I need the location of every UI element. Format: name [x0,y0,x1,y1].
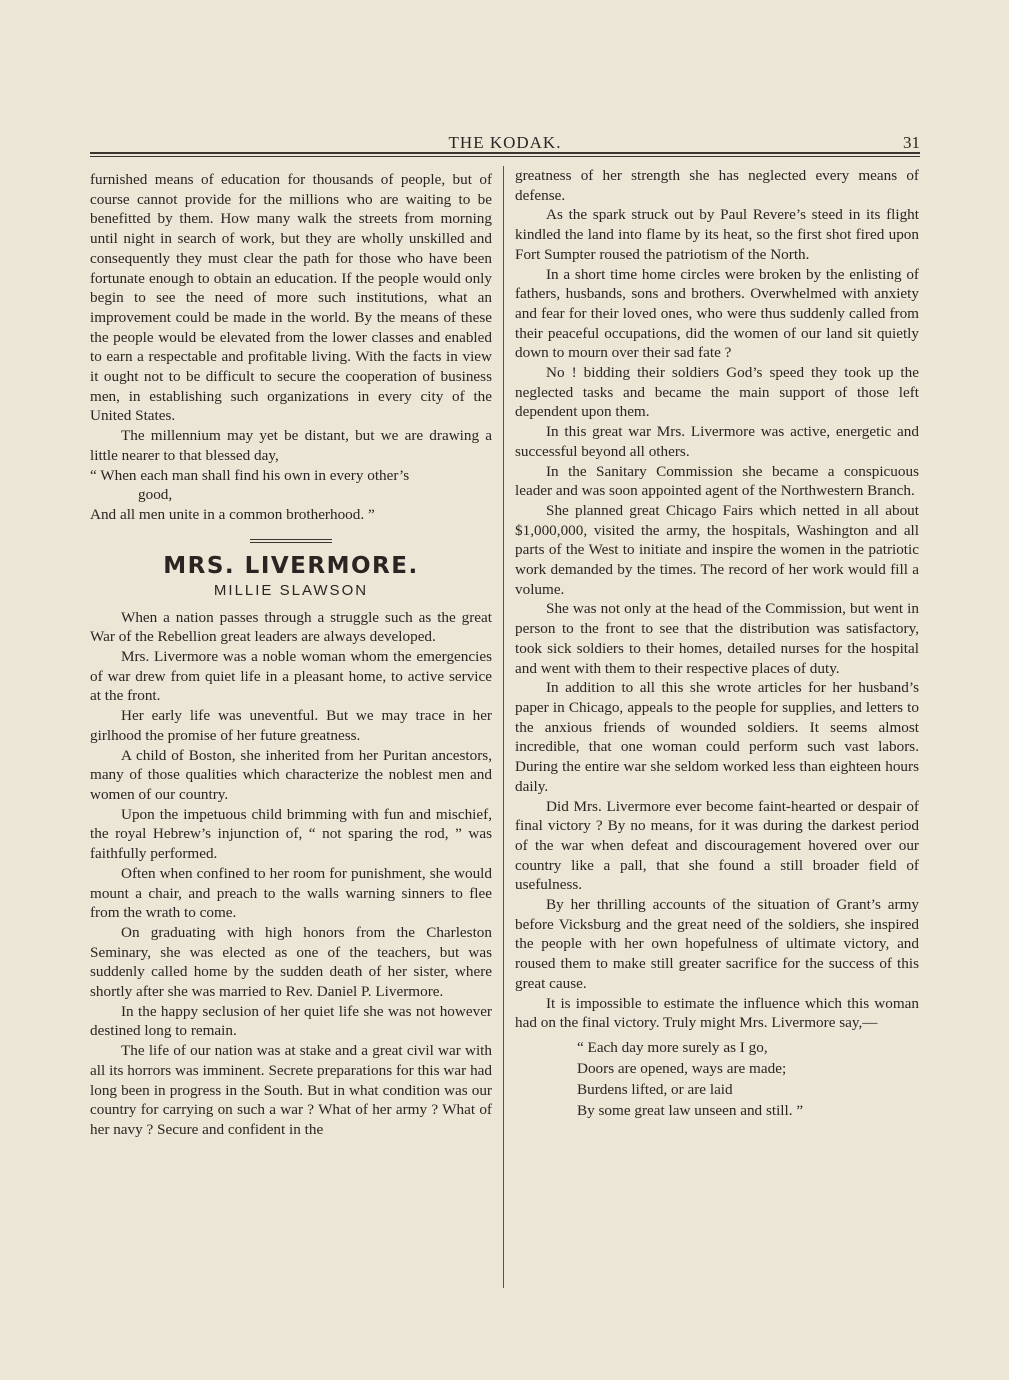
paragraph: A child of Boston, she inherited from her Puritan ancestors, many of those qualities which characterize the noblest men and women of our country. [90,746,492,803]
paragraph: In the Sanitary Commission she became a conspicuous leader and was soon appointed agent of the Northwestern Branch. [515,462,919,500]
author-byline: MILLIE SLAWSON [213,581,369,599]
poem-line: Burdens lifted, or are laid [577,1080,733,1098]
section-divider [250,539,332,543]
paragraph: furnished means of education for thousands of people, but of course cannot provide for the millions who are waiting to be benefitted by them. How many walk the streets from morning until night in search of work, but they are wholly unskilled and consequently they must clear the path for those who have been fortunate enough to obtain an education. If the people would only begin to see the need of more such institutions, what an improvement could be made in the world. By the means of these the people would be elevated from the lower classes and enabled to earn a respectable and profitable living. With the facts in view it ought not to be difficult to secure the cooperation of business men, in establishing such organizations in every city of the United States. [90,171,492,425]
publication-title: THE KODAK. [448,133,562,152]
header-rule [90,152,920,154]
right-column [515,166,919,1121]
poem-line: By some great law unseen and still. ” [577,1101,804,1119]
article-title: MRS. LIVERMORE. [163,552,419,579]
paragraph: She planned great Chicago Fairs which netted in all about $1,000,000, visited the army, the hospitals, Washington and all parts of the West to initiate and inspire the women in the patriotic work demanded by the times. The record of her work would fill a volume. [515,501,919,598]
paragraph: It is impossible to estimate the influence which this woman had on the final victory. Truly might Mrs. Livermore say,— [515,994,919,1032]
paragraph: Her early life was uneventful. But we may trace in her girlhood the promise of her future greatness. [90,707,492,744]
poem-line: Doors are opened, ways are made; [577,1059,787,1077]
quote-line: “ When each man shall find his own in every other’s [90,466,410,484]
paragraph: In a short time home circles were broken by the enlisting of fathers, husbands, sons and brothers. Overwhelmed with anxiety and fear for their loved ones, who were thus suddenly called from their peaceful occupations, did the women of our land sit quietly down to mourn over their sad fate ? [515,265,919,362]
paragraph: By her thrilling accounts of the situation of Grant’s army before Vicksburg and the great need of the soldiers, she inspired the people with her own hopefulness of ultimate victory, and roused them to make still greater sacrifice for the success of this great cause. [515,896,919,992]
paragraph: As the spark struck out by Paul Revere’s steed in its flight kindled the land into flame by its heat, so the first shot fired upon Fort Sumpter roused the patriotism of the North. [515,206,919,263]
paragraph: Mrs. Livermore was a noble woman whom the emergencies of war drew from quiet life in a pleasant home, to active service at the front. [90,648,492,705]
paragraph: She was not only at the head of the Commission, but went in person to the front to see that the distribution was satisfactory, took sick soldiers to their homes, detailed nurses for the hospital and went with them to their respective places of duty. [515,600,919,677]
paragraph: Upon the impetuous child brimming with fun and mischief, the royal Hebrew’s injunction of, “ not sparing the rod, ” was faithfully performed. [90,805,492,863]
paragraph: Did Mrs. Livermore ever become faint-hearted or despair of final victory ? By no means, for it was during the darkest period of the war when defeat and discouragement hovered over our country like a pall, that she found a still broader field of usefulness. [515,797,919,894]
running-header [90,131,920,153]
poem [515,1037,919,1121]
paragraph: No ! bidding their soldiers God’s speed they took up the neglected tasks and became the main support of those left dependent upon them. [515,364,919,421]
paragraph: greatness of her strength she has neglected every means of defense. [515,167,919,204]
poem-line: “ Each day more surely as I go, [577,1038,768,1056]
paragraph: In the happy seclusion of her quiet life she was not however destined long to remain. [90,1002,492,1040]
paragraph: In addition to all this she wrote articles for her husband’s paper in Chicago, appeals to the people for supplies, and letters to the anxious friends of wounded soldiers. It seems almost incredible, that one woman could perform such vast labors. During the entire war she seldom worked less than eighteen hours daily. [515,679,919,795]
page-number: 31 [903,133,920,152]
quote-line: good, [138,486,173,504]
paragraph: The life of our nation was at stake and a great civil war with all its horrors was imminent. Secrete preparations for this war had long been in progress in the South. But in what condition was our country for carrying on such a war ? What of her army ? What of her navy ? Secure and confident in the [90,1042,492,1138]
header-rule-thin [90,156,920,157]
paragraph: Often when confined to her room for punishment, she would mount a chair, and preach to the walls warning sinners to flee from the wrath to come. [90,864,492,922]
quote-line: And all men unite in a common brotherhood. ” [90,505,375,523]
paragraph: The millennium may yet be distant, but we are drawing a little nearer to that blessed day, [90,427,492,464]
paragraph: When a nation passes through a struggle such as the great War of the Rebellion great leaders are always developed. [90,608,492,646]
left-column [90,170,492,1140]
column-divider [503,166,504,1288]
paragraph: In this great war Mrs. Livermore was active, energetic and successful beyond all others. [515,423,919,460]
paragraph: On graduating with high honors from the Charleston Seminary, she was elected as one of the teachers, but was suddenly called home by the sudden death of her sister, where shortly after she was married to Rev. Daniel P. Livermore. [90,923,492,1001]
